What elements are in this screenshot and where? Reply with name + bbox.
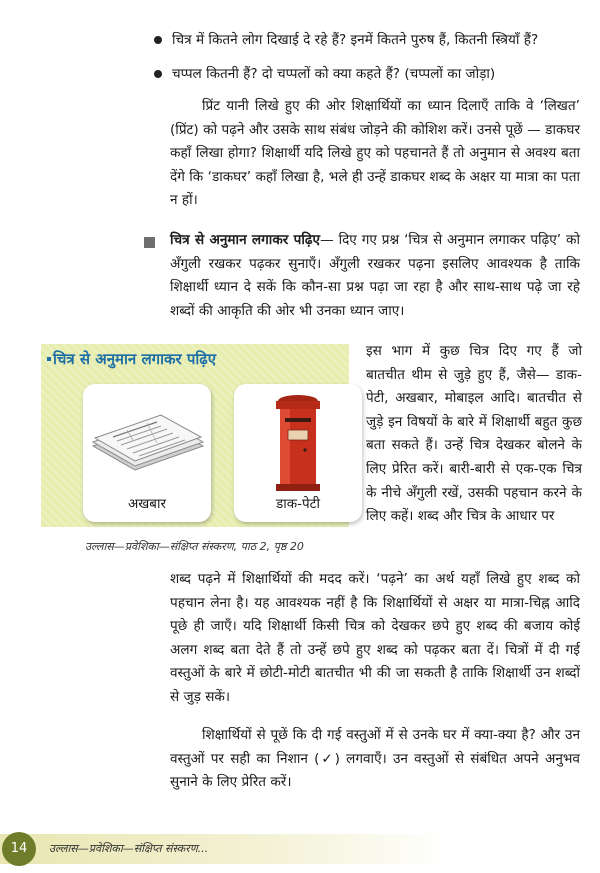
newspaper-icon [87, 406, 207, 476]
newspaper-label: अखबार [127, 496, 167, 512]
section-heading: चित्र से अनुमान लगाकर पढ़िए [170, 232, 321, 248]
page-number: 14 [2, 832, 36, 866]
figure-box [41, 344, 349, 527]
newspaper-card [83, 384, 211, 522]
side-paragraph: इस भाग में कुछ चित्र दिए गए हैं जो बातचीत थीम से जुड़े हुए हैं, जैसे— डाक-पेटी, अखबार, मोबाइल आदि। बातचीत से जुड़े इन विषयों के बारे में शिक्षार्थी बहुत कुछ बता सकते हैं। उन्हें चित्र देखकर बोलने के लिए प्रेरित करें। बारी-बारी से एक-एक चित्र के नीचे अँगुली रखें, उसकी पहचान करने के लिए कहें। शब्द और चित्र के आधार पर [366, 343, 582, 525]
postbox-icon [271, 392, 325, 492]
section-square-bullet [144, 237, 155, 248]
paragraph-experience: शिक्षार्थियों से पूछें कि दी गई वस्तुओं में से उनके घर में क्या-क्या है? और उन वस्तुओं पर सही का निशान (✓) लगवाएँ। उन वस्तुओं से संबंधित अपने अनुभव सुनाने के लिए प्रेरित करें। [170, 727, 580, 791]
bullet-item: चित्र में कितने लोग दिखाई दे रहे हैं? इनमें कितने पुरुष हैं, कितनी स्त्रियाँ हैं? [172, 30, 582, 50]
paragraph-reading: शब्द पढ़ने में शिक्षार्थियों की मदद करें। ‘पढ़ने’ का अर्थ यहाँ लिखे हुए शब्द को पहचान लेना है। यह आवश्यक नहीं है कि शिक्षार्थियों से अक्षर या मात्रा-चिह्न आदि पूछे ही जाएँ। यदि शिक्षार्थी किसी चित्र को देखकर छपे हुए शब्द की बजाय कोई अलग शब्द बता देते हैं तो उन्हें छपे हुए शब्द को पढ़कर बता दें। चित्रों में दी गई वस्तुओं के बारे में छोटी-मोटी बातचीत भी की जा सकती है ताकि शिक्षार्थी उन शब्दों से जुड़ सकें। [170, 571, 580, 705]
figure-title: चित्र से अनुमान लगाकर पढ़िए [53, 350, 216, 368]
bullet-item: चप्पल कितनी हैं? दो चप्पलों को क्या कहते हैं? (चप्पलों का जोड़ा) [172, 64, 582, 84]
section-paragraph [170, 229, 580, 323]
section-text: — दिए गए प्रश्न ‘चित्र से अनुमान लगाकर पढ़िए’ को अँगुली रखकर पढ़कर सुनाएँ। अँगुली रखकर पढ़ना इसलिए आवश्यक है ताकि शिक्षार्थी ध्यान दे सकें कि कौन-सा प्रश्न पढ़ा जा रहा है और साथ-साथ पढ़े जा रहे शब्दों की आकृति की ओर भी उनका ध्यान जाए। [170, 232, 580, 319]
postbox-label: डाक-पेटी [276, 496, 320, 512]
figure-caption: उल्लास—प्रवेशिका—संक्षिप्त संस्करण, पाठ 2, पृष्ठ 20 [85, 540, 304, 553]
postbox-card [234, 384, 362, 522]
paragraph-print: प्रिंट यानी लिखे हुए की ओर शिक्षार्थियों का ध्यान दिलाएँ ताकि वे ‘लिखत’ (प्रिंट) को पढ़ने और उसके साथ संबंध जोड़ने की कोशिश करें। उनसे पूछें — डाकघर कहाँ लिखा होगा? शिक्षार्थी यदि लिखे हुए को पहचानते हैं तो अनुमान से अवश्य बता देंगे कि ‘डाकघर’ कहाँ लिखा है, भले ही उन्हें डाकघर शब्द के अक्षर या मात्रा का पता न हों। [170, 98, 580, 209]
footer-title: उल्लास—प्रवेशिका—संक्षिप्त संस्करण... [49, 842, 209, 855]
